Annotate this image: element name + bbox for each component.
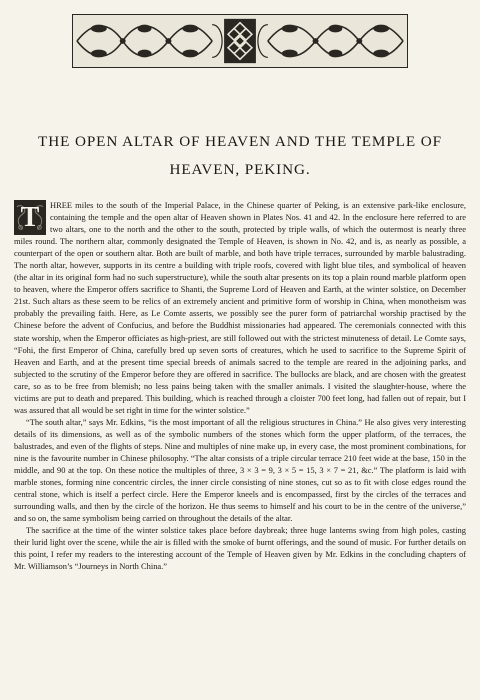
- title-line-1: THE OPEN ALTAR OF HEAVEN AND THE TEMPLE OF: [38, 133, 442, 150]
- dropcap-continuation: HREE: [50, 200, 73, 210]
- dropcap-letter: T: [20, 202, 40, 233]
- title-line-2: HEAVEN, PEKING.: [169, 161, 311, 178]
- paragraph-1-text: miles to the south of the Imperial Palace, in the Chinese quarter of Peking, is an extensive park-like enclosure, containing the temple and the open altar of Heaven shown in Plates Nos. 41 and 42. In the enclosure here referred to are two altars, one to the north and the other to the south, protected by triple walls, of which the outermost is nearly three miles round. The northern altar, commonly designated the Temple of Heaven, is shown in No. 42, and is, as nearly as possible, a counterpart of the open or southern altar. Both are built of marble, and both have triple terraces, surrounded by marble balustrading. The north altar, however, supports in its centre a building with triple roofs, covered with light blue tiles, and symbolical of heaven (the altar in its original form had no such superstructure), while the south altar presents on its top a plain round marble platform open to heaven, where the Emperor offers sacrifice to Shanti, the Supreme Lord of Heaven and Earth, at the winter solstice, on December 21st. Such altars as these seem to be relics of an extremely ancient and primitive form of worship in China, when monotheism was probably the prevailing faith. Here, as Le Comte asserts, we possibly see the purer form of patriarchal worship practised by the Chinese before the advent of Confucius, and before the Buddhist missionaries had appeared. The ceremonials connected with this state worship, when the Emperor officiates as high-priest, are still followed out with the strictest minuteness of detail. Le Comte says, “Fohi, the first Emperor of China, carefully bred up seven sorts of creatures, which he used to sacrifice to the Supreme Spirit of Heaven and Earth, and at the present time special breeds of animals sacred to the temple are reared in the adjoining parks, and subjected to the scrutiny of the Emperor before they are offered in sacrifice. The bullocks are black, and are chosen with the greatest care, so as to be free from blemish; no less pains being taken with the smaller animals. I visited the slaughter-house, where the victims are put to death and prepared. This building, which is reached through a cloister 700 feet long, had fallen out of repair, but I was assured that all would be set right in time for the winter solstice.”: [14, 200, 466, 415]
- ornamental-header-banner: [72, 14, 408, 68]
- illuminated-dropcap: [14, 200, 46, 235]
- paragraph-1: [14, 199, 466, 416]
- article-body: [14, 199, 466, 572]
- paragraph-2: “The south altar,” says Mr. Edkins, “is the most important of all the religious structures in China.” He also gives very interesting details of its dimensions, as well as of the symbolic numbers of the stones which form the upper platform, of the terraces, the balustrades, and even of the flights of steps. Nine and multiples of nine make up, in every case, the most prominent combinations, for nine is the favourite number in Chinese philosophy. “The altar consists of a triple circular terrace 210 feet wide at the base, 150 in the middle, and 90 at the top. On these notice the multiples of three, 3 × 3 = 9, 3 × 5 = 15, 3 × 7 = 21, &c.” The platform is laid with marble stones, forming nine concentric circles, the inner circle consisting of nine stones, cut so as to fit with close edges round the central stone, which is itself a perfect circle. Here the Emperor kneels and is encompassed, first by the circles of the terraces and surrounding walls, and then by the circle of the horizon. He thus seems to himself and his court to be in the centre of the universe,” and so on, the same symbolism being carried on throughout the details of the altar.: [14, 416, 466, 524]
- paragraph-3: The sacrifice at the time of the winter solstice takes place before daybreak; three huge lanterns swing from high poles, casting their lurid light over the scene, while the air is filled with the smoke of burnt offerings, and the sound of music. For further details on this point, I refer my readers to the interesting account of the Temple of Heaven given by Mr. Edkins in the concluding chapters of Mr. Williamson’s “Journeys in North China.”: [14, 525, 466, 572]
- floral-ornament-icon: [73, 15, 407, 67]
- page-title: [16, 128, 464, 184]
